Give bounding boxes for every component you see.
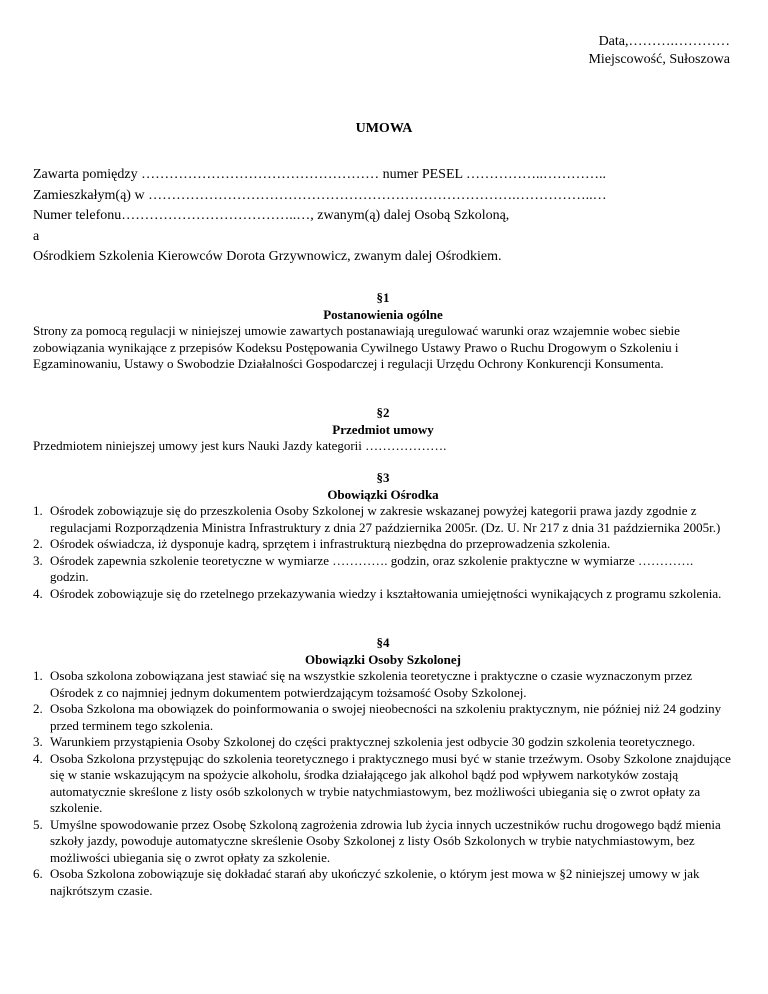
list-item-number: 3.	[33, 734, 43, 749]
list-item-text: Warunkiem przystąpienia Osoby Szkolonej do części praktycznej szkolenia jest odbycie 30 godzin szkolenia teoretycznego.	[50, 734, 696, 749]
section-2	[33, 405, 733, 455]
list-item-number: 4.	[33, 585, 43, 601]
parties-line-4: a	[33, 228, 40, 244]
section-3-list	[33, 503, 733, 602]
list-item	[33, 553, 733, 586]
list-item-text: Osoba Szkolona przystępując do szkolenia teoretycznego i praktycznego musi być w stanie trzeźwym. Osoby Szkolone znajdujące się w stanie wskazującym na spożycie alkoholu, środka działającego jak alkohol bądź pod wpływem narkotyków zostają automatycznie skreślone z listy osób szkolonych w trybie natychmiastowym, bez możliwości ubiegania się o zwrot opłaty za szkolenie.	[50, 750, 731, 815]
section-4-number: §4	[376, 635, 390, 650]
parties-block	[33, 165, 733, 268]
list-item-text: Ośrodek zobowiązuje się do przeszkolenia Osoby Szkolonej w zakresie wskazanej powyżej kategorii prawa jazdy zgodnie z regulacjami Rozporządzenia Ministra Infrastruktury z dnia 27 października 2005r. (Dz. U. Nr 217 z dnia 31 października 2005r.)	[50, 503, 721, 535]
list-item-number: 1.	[33, 503, 43, 518]
list-item-text: Osoba szkolona zobowiązana jest stawiać się na wszystkie szkolenia teoretyczne i praktyczne o czasie wyznaczonym przez Ośrodek z co najmniej jednym dokumentem potwierdzającym tożsamość Osoby Szkolonej.	[50, 668, 693, 700]
parties-line-2: Zamieszkałym(ą) w …………………………………………………………………….……………..…	[33, 187, 607, 203]
section-4-heading: Obowiązki Osoby Szkolonej	[304, 651, 462, 667]
list-item-number: 1.	[33, 668, 43, 683]
list-item-text: Ośrodek zapewnia szkolenie teoretyczne w wymiarze …………. godzin, oraz szkolenie praktyczne w wymiarze …………. godzin.	[50, 552, 694, 584]
list-item	[33, 701, 733, 734]
section-1-heading: Postanowienia ogólne	[323, 306, 443, 322]
list-item	[33, 536, 733, 553]
place-line: Miejscowość, Sułoszowa	[588, 52, 730, 67]
date-line: Data,……….…………	[598, 34, 730, 49]
section-3-heading: Obowiązki Ośrodka	[327, 486, 439, 502]
section-2-number: §2	[376, 405, 390, 420]
section-3	[33, 470, 733, 602]
list-item-number: 4.	[33, 750, 43, 766]
list-item	[33, 586, 733, 603]
list-item-text: Osoba Szkolona zobowiązuje się dokładać starań aby ukończyć szkolenie, o którym jest mowa w §2 niniejszej umowy w jak najkrótszym czasie.	[50, 866, 700, 898]
list-item-number: 6.	[33, 866, 43, 881]
list-item	[33, 668, 733, 701]
list-item-text: Umyślne spowodowanie przez Osobę Szkoloną zagrożenia zdrowia lub życia innych uczestników ruchu drogowego bądź mienia szkoły jazdy, powoduje automatyczne skreślenie Osoby Szkolonej z listy Osób Szkolonych w trybie natychmiastowym, bez możliwości ubiegania się o zwrot opłaty za szkolenie.	[50, 816, 721, 865]
section-4-list	[33, 668, 733, 899]
list-item	[33, 734, 733, 751]
section-1-number: §1	[376, 290, 390, 305]
list-item	[33, 866, 733, 899]
parties-line-5: Ośrodkiem Szkolenia Kierowców Dorota Grzywnowicz, zwanym dalej Ośrodkiem.	[33, 249, 502, 264]
list-item-number: 5.	[33, 816, 43, 832]
list-item	[33, 817, 733, 867]
list-item-number: 2.	[33, 536, 43, 551]
section-3-number: §3	[376, 470, 390, 485]
section-2-text: Przedmiotem niniejszej umowy jest kurs Nauki Jazdy kategorii ……………….	[33, 438, 447, 453]
section-1-text: Strony za pomocą regulacji w niniejszej umowie zawartych postanawiają uregulować warunki oraz wzajemnie wobec siebie zobowiązania wynikające z przepisów Kodeksu Postępowania Cywilnego Ustawy Prawo o Ruchu Drogowym o Szkoleniu i Egzaminowaniu, Ustawy o Swobodzie Działalności Gospodarczej i regulacji Urzędu Ochrony Konkurencji Konsumenta.	[33, 323, 680, 371]
list-item	[33, 751, 733, 817]
document-title: UMOWA	[355, 121, 413, 136]
list-item-number: 2.	[33, 701, 43, 716]
section-1	[33, 290, 733, 373]
parties-line-3: Numer telefonu………………………………..…, zwanym(ą) dalej Osobą Szkoloną,	[33, 208, 510, 223]
parties-line-1: Zawarta pomiędzy …………………………………………… numer PESEL ……………..…………..	[33, 167, 607, 182]
list-item-number: 3.	[33, 552, 43, 568]
section-4	[33, 635, 733, 899]
section-2-heading: Przedmiot umowy	[332, 421, 434, 437]
list-item	[33, 503, 733, 536]
list-item-text: Ośrodek zobowiązuje się do rzetelnego przekazywania wiedzy i kształtowania umiejętności wynikających z programu szkolenia.	[50, 585, 722, 601]
date-place-block	[588, 33, 730, 69]
list-item-text: Ośrodek oświadcza, iż dysponuje kadrą, sprzętem i infrastrukturą niezbędna do przeprowadzenia szkolenia.	[50, 536, 611, 551]
list-item-text: Osoba Szkolona ma obowiązek do poinformowania o swojej nieobecności na szkoleniu praktycznym, nie później niż 24 godziny przed terminem tego szkolenia.	[50, 701, 722, 733]
